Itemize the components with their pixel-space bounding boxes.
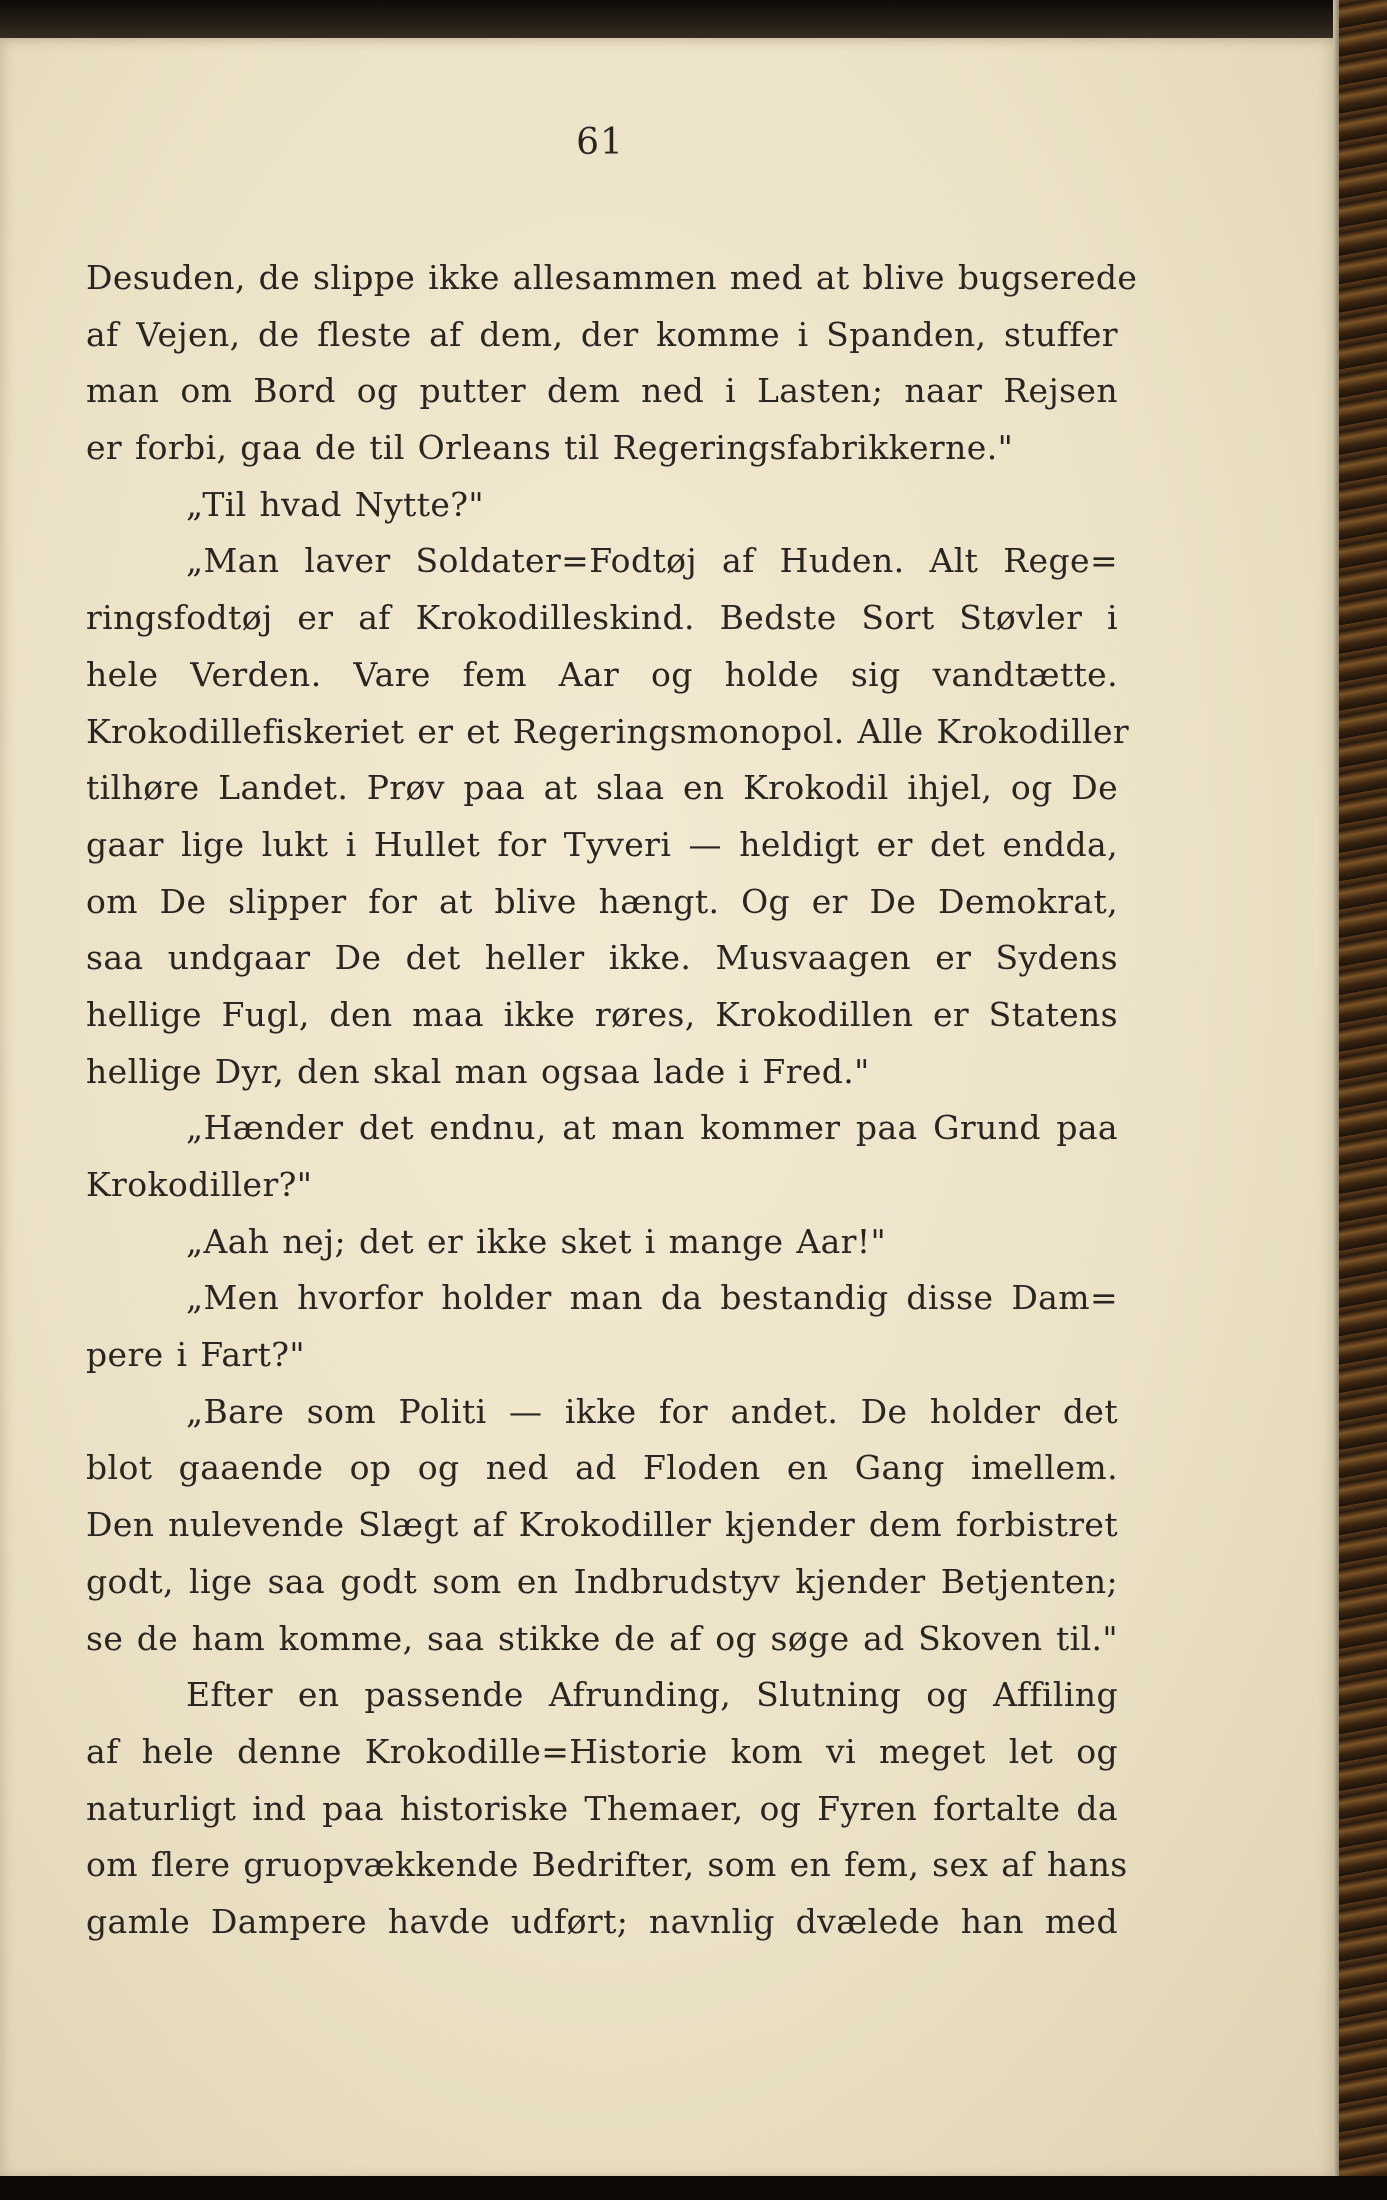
text-line: „Aah nej; det er ikke sket i mange Aar!" <box>186 1221 887 1261</box>
text-line: „Men hvorfor holder man da bestandig disse Dam= <box>186 1278 1118 1318</box>
text-line: „Man laver Soldater=Fodtøj af Huden. Alt Rege= <box>186 541 1118 581</box>
text-line: Efter en passende Afrunding, Slutning og Affiling <box>186 1675 1118 1715</box>
text-line: se de ham komme, saa stikke de af og søge ad Skoven til." <box>86 1618 1118 1658</box>
text-line: om flere gruopvækkende Bedrifter, som en fem, sex af hans <box>86 1845 1128 1885</box>
text-line: blot gaaende op og ned ad Floden en Gang imellem. <box>86 1448 1118 1488</box>
text-line: godt, lige saa godt som en Indbrudstyv kjender Betjenten; <box>86 1561 1118 1601</box>
text-line: tilhøre Landet. Prøv paa at slaa en Krokodil ihjel, og De <box>86 768 1118 808</box>
text-line: Krokodillefiskeriet er et Regeringsmonopol. Alle Krokodiller <box>86 711 1130 751</box>
text-line: Den nulevende Slægt af Krokodiller kjender dem forbistret <box>86 1505 1118 1545</box>
text-line: af Vejen, de fleste af dem, der komme i Spanden, stuffer <box>86 314 1118 354</box>
text-line: naturligt ind paa historiske Themaer, og Fyren fortalte da <box>86 1788 1118 1828</box>
text-line: af hele denne Krokodille=Historie kom vi meget let og <box>86 1731 1118 1771</box>
text-line: saa undgaar De det heller ikke. Musvaagen er Sydens <box>86 938 1118 978</box>
text-line: hellige Dyr, den skal man ogsaa lade i Fred." <box>86 1051 870 1091</box>
text-line: „Til hvad Nytte?" <box>186 484 484 524</box>
text-line: „Hænder det endnu, at man kommer paa Grund paa <box>186 1108 1118 1148</box>
text-line: „Bare som Politi — ikke for andet. De holder det <box>186 1391 1118 1431</box>
text-line: er forbi, gaa de til Orleans til Regeringsfabrikkerne." <box>86 428 1014 468</box>
text-line: Krokodiller?" <box>86 1165 313 1204</box>
scan-bottom-edge <box>0 2176 1387 2200</box>
text-line: om De slipper for at blive hængt. Og er De Demokrat, <box>86 881 1118 921</box>
scan-top-edge <box>0 0 1387 40</box>
page-number: 61 <box>576 122 624 163</box>
text-line: hele Verden. Vare fem Aar og holde sig vandtætte. <box>86 654 1118 694</box>
text-line: Desuden, de slippe ikke allesammen med at blive bugserede <box>86 258 1138 297</box>
paper-page <box>0 38 1340 2180</box>
marbled-book-edge <box>1339 0 1387 2200</box>
body-text <box>86 250 1138 1951</box>
text-line: ringsfodtøj er af Krokodilleskind. Bedste Sort Støvler i <box>86 598 1118 638</box>
text-line: hellige Fugl, den maa ikke røres, Krokodillen er Statens <box>86 994 1118 1034</box>
text-line: pere i Fart?" <box>86 1335 305 1375</box>
text-line: man om Bord og putter dem ned i Lasten; naar Rejsen <box>86 371 1118 411</box>
text-line: gaar lige lukt i Hullet for Tyveri — heldigt er det endda, <box>86 824 1118 864</box>
text-line: gamle Dampere havde udført; navnlig dvælede han med <box>86 1901 1118 1941</box>
